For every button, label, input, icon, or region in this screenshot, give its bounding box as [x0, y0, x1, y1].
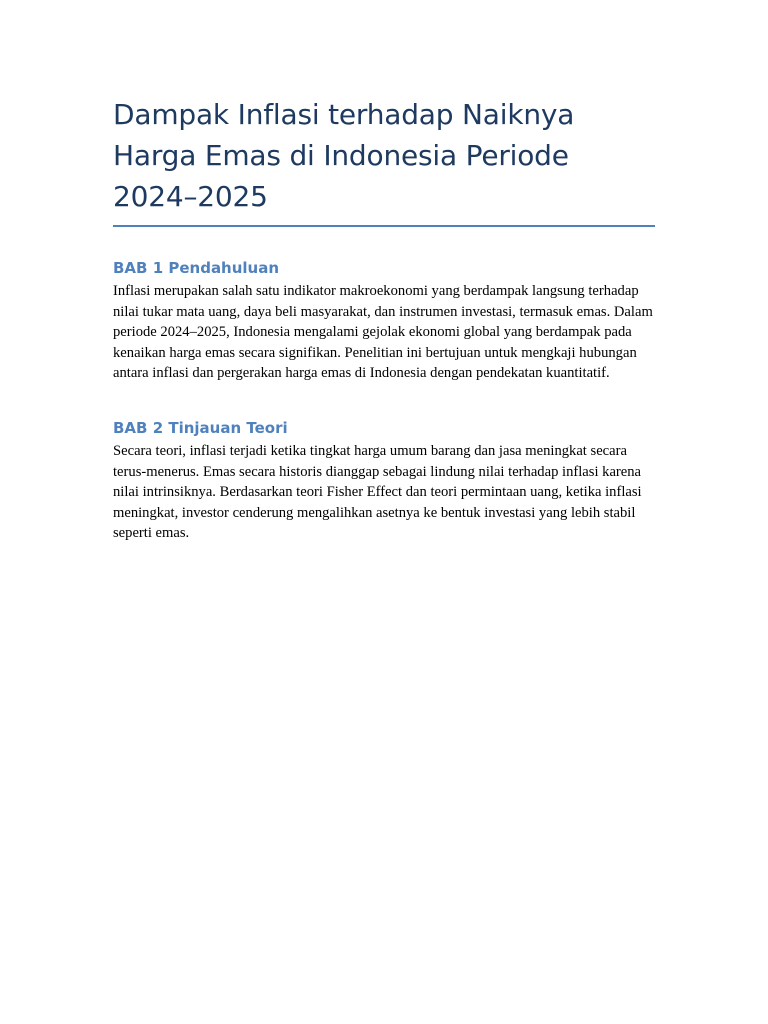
section-paragraph: Inflasi merupakan salah satu indikator makroekonomi yang berdampak langsung terhadap nilai tukar mata uang, daya beli masyarakat, dan instrumen investasi, termasuk emas. Dalam periode 2024–2025, Indonesia mengalami gejolak ekonomi global yang berdampak pada kenaikan harga emas secara signifikan. Penelitian ini bertujuan untuk mengkaji hubungan antara inflasi dan pergerakan harga emas di Indonesia dengan pendekatan kuantitatif.	[113, 283, 653, 382]
section-tinjauan-teori	[113, 418, 655, 544]
section-heading: BAB 1 Pendahuluan	[113, 259, 280, 277]
section-pendahuluan	[113, 258, 655, 384]
document-title: Dampak Inflasi terhadap Naiknya Harga Emas di Indonesia Periode 2024–2025	[113, 94, 655, 227]
document-content	[113, 94, 655, 544]
section-heading: BAB 2 Tinjauan Teori	[113, 418, 288, 437]
section-paragraph: Secara teori, inflasi terjadi ketika tingkat harga umum barang dan jasa meningkat secara terus-menerus. Emas secara historis dianggap sebagai lindung nilai terhadap inflasi karena nilai intrinsiknya. Berdasarkan teori Fisher Effect dan teori permintaan uang, ketika inflasi meningkat, investor cenderung mengalihkan asetnya ke bentuk investasi yang lebih stabil seperti emas.	[113, 442, 642, 542]
